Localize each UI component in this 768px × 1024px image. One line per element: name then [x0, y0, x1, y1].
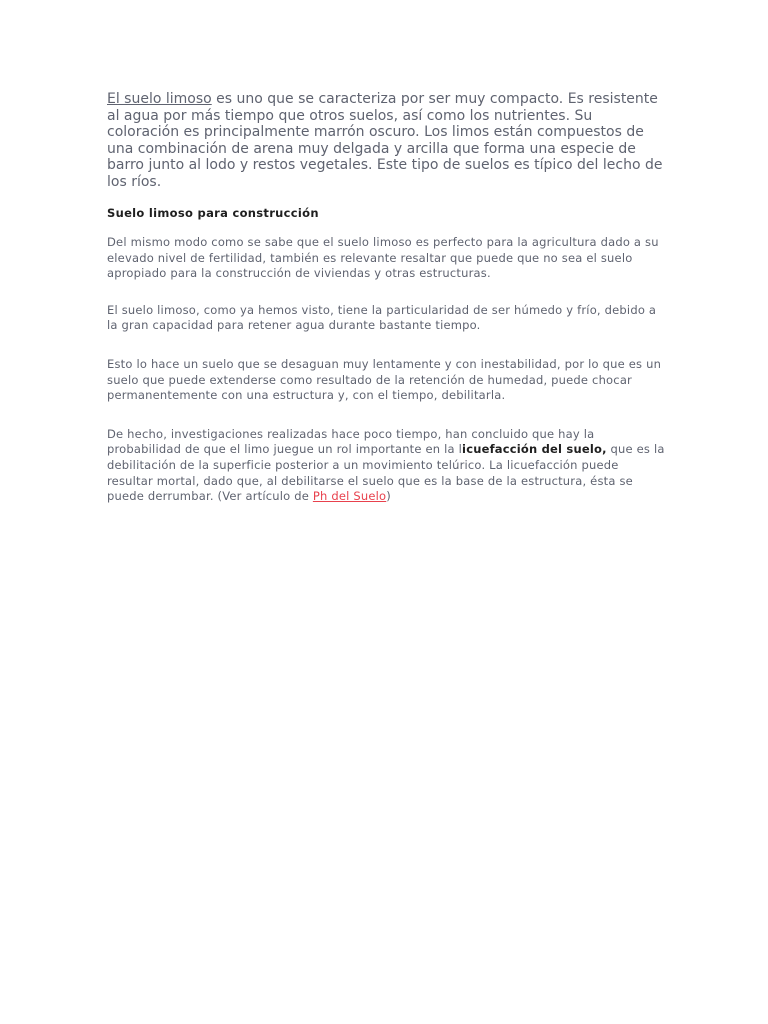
suelo-limoso-link[interactable]: El suelo limoso [107, 91, 212, 107]
paragraph-4 [107, 427, 667, 505]
paragraph-3: Esto lo hace un suelo que se desaguan muy lentamente y con inestabilidad, por lo que es un suelo que puede extenderse como resultado de la retención de humedad, puede chocar permanentemente con una estructura y, con el tiempo, debilitarla. [107, 356, 662, 403]
paragraph-1: Del mismo modo como se sabe que el suelo limoso es perfecto para la agricultura dado a su elevado nivel de fertilidad, también es relevante resaltar que puede que no sea el suelo apropiado para la construcción de viviendas y otras estructuras. [107, 235, 659, 281]
document-page [107, 91, 667, 505]
paragraph-2: El suelo limoso, como ya hemos visto, tiene la particularidad de ser húmedo y frío, debido a la gran capacidad para retener agua durante bastante tiempo. [107, 302, 657, 333]
ph-del-suelo-link[interactable]: Ph del Suelo [312, 489, 387, 504]
intro-text: es uno que se caracteriza por ser muy compacto. Es resistente al agua por más tiempo que otros suelos, así como los nutrientes. Su coloración es principalmente marrón oscuro. Los limos están compuestos de una combinación de arena muy delgada y arcilla que forma una especie de barro junto al lodo y restos vegetales. Este tipo de suelos es típico del lecho de los ríos. [107, 91, 663, 190]
section-heading: Suelo limoso para construcción [107, 206, 319, 220]
paragraph-4-text-end: ) [386, 489, 391, 504]
paragraph-4-text-before: De hecho, investigaciones realizadas hace poco tiempo, han concluido que hay la probabilidad de que el limo juegue un rol importante en la l [107, 426, 595, 457]
licuefaccion-term: icuefacción del suelo, [462, 442, 607, 457]
intro-paragraph [107, 91, 667, 190]
paragraph-4-text-after: que es la debilitación de la superficie posterior a un movimiento telúrico. La licuefacción puede resultar mortal, dado que, al debilitarse el suelo que es la base de la estructura, ésta se puede derrumbar. (Ver artículo de [107, 442, 665, 504]
